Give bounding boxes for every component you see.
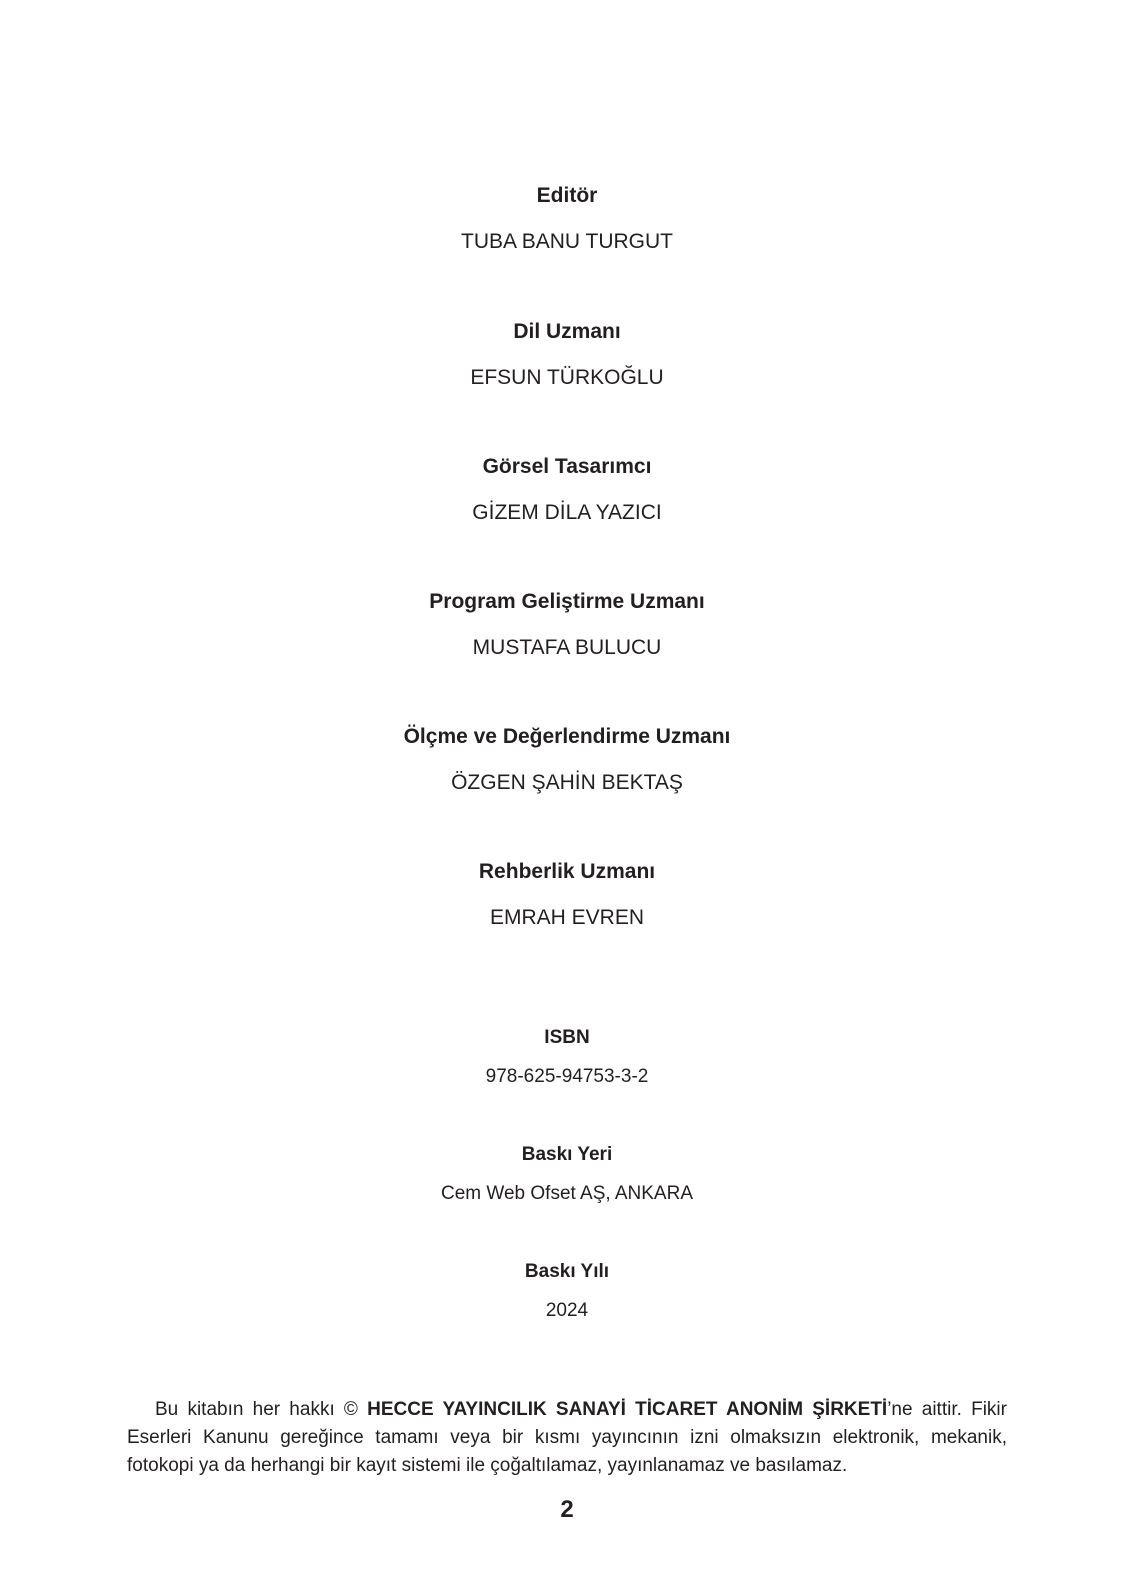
copyright-suffix: ’ne aittir. Fikir Eserleri Kanunu gereğince tamamı veya bir kısmı yayıncının izni olmaksızın elektronik, mekanik, fotokopi ya da herhangi bir kayıt sistemi ile çoğaltılamaz, yayınlanamaz ve basılamaz. <box>127 1399 1007 1476</box>
credit-name: EFSUN TÜRKOĞLU <box>470 366 664 389</box>
credit-guidance-expert <box>0 859 1134 931</box>
isbn-label: ISBN <box>544 1027 590 1048</box>
copyright-notice <box>127 1396 1007 1480</box>
credit-name: ÖZGEN ŞAHİN BEKTAŞ <box>451 771 683 794</box>
credit-program-development-expert <box>0 589 1134 661</box>
credit-language-expert <box>0 319 1134 391</box>
print-year-block <box>0 1260 1134 1323</box>
credit-role: Dil Uzmanı <box>513 320 621 343</box>
credit-role: Ölçme ve Değerlendirme Uzmanı <box>403 725 731 748</box>
credit-assessment-expert <box>0 724 1134 796</box>
credit-role: Görsel Tasarımcı <box>482 455 652 478</box>
isbn-value: 978-625-94753-3-2 <box>485 1066 649 1087</box>
copyright-prefix: Bu kitabın her hakkı © <box>155 1399 368 1420</box>
copyright-company: HECCE YAYINCILIK SANAYİ TİCARET ANONİM ŞİRKETİ <box>367 1399 888 1420</box>
credit-name: GİZEM DİLA YAZICI <box>472 501 662 524</box>
credit-visual-designer <box>0 454 1134 526</box>
print-place-value: Cem Web Ofset AŞ, ANKARA <box>440 1183 694 1204</box>
credit-role: Editör <box>536 184 598 207</box>
credit-editor <box>0 183 1134 255</box>
print-place-label: Baskı Yeri <box>521 1144 613 1165</box>
credit-role: Program Geliştirme Uzmanı <box>429 590 705 613</box>
print-year-value: 2024 <box>545 1300 589 1321</box>
isbn-block <box>0 1026 1134 1089</box>
page-number: 2 <box>560 1496 574 1523</box>
credit-role: Rehberlik Uzmanı <box>478 860 656 883</box>
print-place-block <box>0 1143 1134 1206</box>
credit-name: TUBA BANU TURGUT <box>461 230 673 253</box>
credit-name: EMRAH EVREN <box>489 906 645 929</box>
credit-name: MUSTAFA BULUCU <box>472 636 662 659</box>
print-year-label: Baskı Yılı <box>524 1261 610 1282</box>
